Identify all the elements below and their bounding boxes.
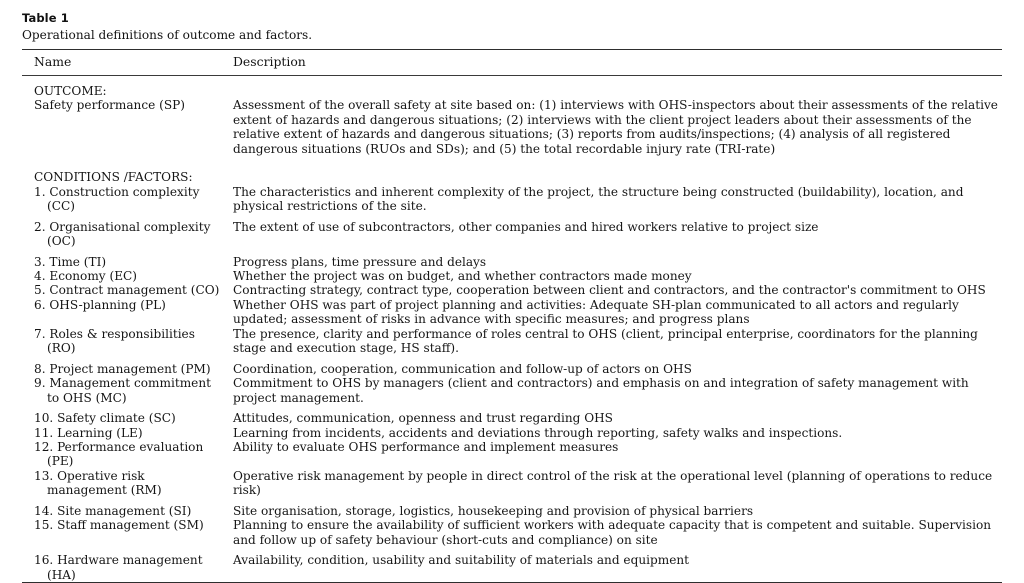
- cell-name: [22, 553, 231, 582]
- factor-name: 11. Learning (LE): [34, 426, 223, 440]
- factor-description: Whether OHS was part of project planning and activities: Adequate SH-plan communicated to all actors and regularly updated; assessment of risks in advance with specific measures; and progress plans: [233, 298, 998, 327]
- cell-description: [231, 220, 1002, 249]
- table-header-row: [22, 50, 1002, 76]
- cell-description: [231, 362, 1002, 376]
- factor-name: 14. Site management (SI): [34, 504, 223, 518]
- cell-description: [231, 518, 1002, 547]
- table-row: [22, 469, 1002, 498]
- table-row: [22, 411, 1002, 425]
- cell-description: [231, 269, 1002, 283]
- cell-name: [22, 518, 231, 547]
- cell-name: [22, 376, 231, 405]
- cell-name: [22, 469, 231, 498]
- table-header: [22, 50, 1002, 76]
- cell-description: [231, 185, 1002, 214]
- table-row: [22, 220, 1002, 249]
- cell-name: [22, 98, 231, 156]
- cell-description: [231, 504, 1002, 518]
- cell-name: [22, 255, 231, 269]
- cell-name: [22, 440, 231, 469]
- table-row: [22, 518, 1002, 547]
- table-number: Table 1: [22, 11, 1002, 26]
- factor-name: 5. Contract management (CO): [34, 283, 223, 297]
- cell-description: [231, 283, 1002, 297]
- cell-description: [231, 553, 1002, 582]
- cell-description: [231, 376, 1002, 405]
- factor-name: 2. Organisational complexity (OC): [34, 220, 223, 249]
- cell-description: [231, 327, 1002, 356]
- cell-description: [231, 411, 1002, 425]
- factor-name: 1. Construction complexity (CC): [34, 185, 223, 214]
- table-row: [22, 553, 1002, 582]
- factor-name: 4. Economy (EC): [34, 269, 223, 283]
- factor-description: The characteristics and inherent complexity of the project, the structure being constructed (buildability), location, and physical restrictions of the site.: [233, 185, 998, 214]
- factor-description: Assessment of the overall safety at site based on: (1) interviews with OHS-inspectors about their assessments of the relative extent of hazards and dangerous situations; (2) interviews with the client project leaders about their assessments of the relative extent of hazards and dangerous situations; (3) reports from audits/inspections; (4) analysis of all registered dangerous situations (RUOs and SDs); and (5) the total recordable injury rate (TRI-rate): [233, 98, 998, 156]
- factor-name: 8. Project management (PM): [34, 362, 223, 376]
- factor-name: Safety performance (SP): [34, 98, 223, 112]
- factor-description: The presence, clarity and performance of roles central to OHS (client, principal enterprise, coordinators for the planning stage and execution stage, HS staff).: [233, 327, 998, 356]
- table-group-heading: OUTCOME:: [22, 84, 231, 98]
- cell-name: [22, 283, 231, 297]
- factor-name: 13. Operative risk management (RM): [34, 469, 223, 498]
- cell-description: [231, 255, 1002, 269]
- factor-name: 7. Roles & responsibilities (RO): [34, 327, 223, 356]
- table-row: [22, 98, 1002, 156]
- column-header-name: Name: [22, 50, 231, 76]
- table-group-heading-blank: [231, 170, 1002, 184]
- factor-description: Contracting strategy, contract type, cooperation between client and contractors, and the contractor's commitment to OHS: [233, 283, 998, 297]
- cell-description: [231, 98, 1002, 156]
- table-caption: Operational definitions of outcome and factors.: [22, 27, 1002, 43]
- table-row: [22, 362, 1002, 376]
- factor-description: Site organisation, storage, logistics, housekeeping and provision of physical barriers: [233, 504, 998, 518]
- factor-name: 6. OHS-planning (PL): [34, 298, 223, 312]
- table-body: [22, 76, 1002, 583]
- table-group-heading: CONDITIONS /FACTORS:: [22, 170, 231, 184]
- table-group-heading-row: [22, 84, 1002, 98]
- cell-name: [22, 426, 231, 440]
- factor-name: 3. Time (TI): [34, 255, 223, 269]
- factor-description: The extent of use of subcontractors, other companies and hired workers relative to project size: [233, 220, 998, 234]
- factor-description: Learning from incidents, accidents and deviations through reporting, safety walks and inspections.: [233, 426, 998, 440]
- factor-name: 10. Safety climate (SC): [34, 411, 223, 425]
- table-row: [22, 376, 1002, 405]
- table-row-spacer: [22, 76, 1002, 85]
- factor-name: 16. Hardware management (HA): [34, 553, 223, 582]
- cell-name: [22, 269, 231, 283]
- operational-definitions-table: [22, 49, 1002, 583]
- cell-name: [22, 411, 231, 425]
- cell-description: [231, 298, 1002, 327]
- cell-name: [22, 362, 231, 376]
- table-row: [22, 283, 1002, 297]
- table-group-heading-blank: [231, 84, 1002, 98]
- cell-description: [231, 426, 1002, 440]
- cell-name: [22, 327, 231, 356]
- factor-description: Planning to ensure the availability of sufficient workers with adequate capacity that is competent and suitable. Supervision and follow up of safety behaviour (short-cuts and compliance) on site: [233, 518, 998, 547]
- table-row: [22, 255, 1002, 269]
- factor-description: Coordination, cooperation, communication and follow-up of actors on OHS: [233, 362, 998, 376]
- table-group-heading-row: [22, 170, 1002, 184]
- cell-name: [22, 185, 231, 214]
- table-row: [22, 185, 1002, 214]
- cell-description: [231, 469, 1002, 498]
- factor-description: Whether the project was on budget, and whether contractors made money: [233, 269, 998, 283]
- table-row-spacer: [22, 162, 1002, 170]
- factor-description: Commitment to OHS by managers (client and contractors) and emphasis on and integration of safety management with project management.: [233, 376, 998, 405]
- table-row: [22, 327, 1002, 356]
- column-header-description: Description: [231, 50, 1002, 76]
- factor-description: Ability to evaluate OHS performance and implement measures: [233, 440, 998, 454]
- table-row: [22, 426, 1002, 440]
- factor-name: 12. Performance evaluation (PE): [34, 440, 223, 469]
- factor-description: Progress plans, time pressure and delays: [233, 255, 998, 269]
- factor-description: Attitudes, communication, openness and trust regarding OHS: [233, 411, 998, 425]
- table-row: [22, 298, 1002, 327]
- factor-description: Operative risk management by people in direct control of the risk at the operational level (planning of operations to reduce risk): [233, 469, 998, 498]
- cell-name: [22, 220, 231, 249]
- table-row: [22, 504, 1002, 518]
- cell-description: [231, 440, 1002, 469]
- factor-name: 15. Staff management (SM): [34, 518, 223, 532]
- table-row: [22, 440, 1002, 469]
- cell-name: [22, 504, 231, 518]
- cell-name: [22, 298, 231, 327]
- table-row: [22, 269, 1002, 283]
- factor-name: 9. Management commitment to OHS (MC): [34, 376, 223, 405]
- factor-description: Availability, condition, usability and suitability of materials and equipment: [233, 553, 998, 567]
